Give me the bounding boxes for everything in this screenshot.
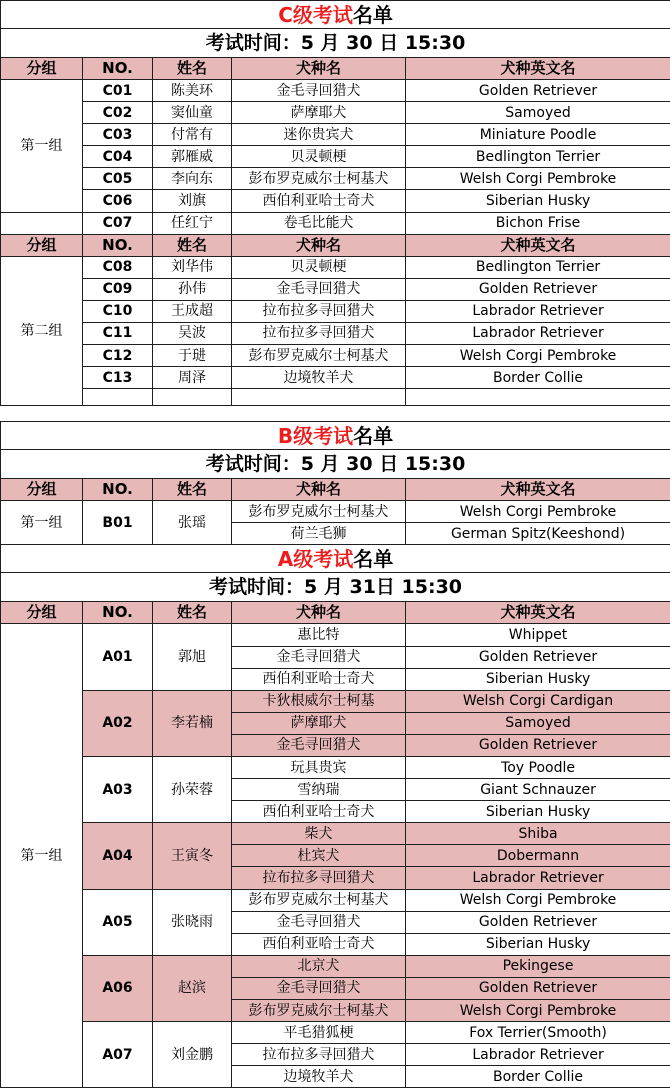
entry-no: A07 [83, 1022, 153, 1088]
breed-cn: 惠比特 [232, 624, 406, 646]
table-row [1, 102, 670, 124]
header-breed-cn: 犬种名 [232, 602, 406, 624]
handler-name: 郭旭 [153, 624, 232, 690]
entry-no: A04 [83, 823, 153, 889]
group-label: 第一组 [1, 501, 83, 545]
breed-en: Golden Retriever [406, 278, 670, 300]
breed-en: Dobermann [406, 845, 670, 867]
handler-name: 陈美环 [153, 80, 232, 102]
breed-en: Toy Poodle [406, 756, 670, 778]
handler-name: 李若楠 [153, 690, 232, 756]
breed-en: Whippet [406, 624, 670, 646]
entry-no: C09 [83, 278, 153, 300]
entry-no: C06 [83, 190, 153, 212]
entry-no: A02 [83, 690, 153, 756]
table-row [1, 256, 670, 278]
breed-en: Golden Retriever [406, 977, 670, 999]
header-no: NO. [83, 479, 153, 501]
entry-no: C13 [83, 367, 153, 389]
header-breed-en: 犬种英文名 [406, 58, 670, 80]
handler-name: 刘金鹏 [153, 1022, 232, 1088]
header-name: 姓名 [153, 602, 232, 624]
section-title-suffix: 名单 [353, 423, 394, 448]
exam-time: 考试时间：5 月 30 日 15:30 [1, 29, 670, 58]
breed-cn: 彭布罗克威尔士柯基犬 [232, 345, 406, 367]
entry-no: C11 [83, 322, 153, 344]
breed-cn: 卷毛比能犬 [232, 212, 406, 234]
breed-cn: 拉布拉多寻回猎犬 [232, 300, 406, 322]
exam-time-row [1, 573, 670, 602]
column-header-row [1, 479, 670, 501]
breed-en: Golden Retriever [406, 911, 670, 933]
handler-name: 窦仙童 [153, 102, 232, 124]
table-row [1, 823, 670, 845]
breed-en: Siberian Husky [406, 801, 670, 823]
entry-no: A01 [83, 624, 153, 690]
column-header-row [1, 602, 670, 624]
entry-no: C01 [83, 80, 153, 102]
breed-cn: 金毛寻回猎犬 [232, 278, 406, 300]
breed-en: Pekingese [406, 955, 670, 977]
entry-no: C05 [83, 168, 153, 190]
column-header-row [1, 234, 670, 256]
empty-cell [232, 389, 406, 406]
table-row [1, 322, 670, 344]
breed-en: Siberian Husky [406, 668, 670, 690]
section-spacer [1, 406, 670, 422]
entry-no: A06 [83, 955, 153, 1021]
table-row [1, 345, 670, 367]
handler-name: 孙荣蓉 [153, 756, 232, 822]
breed-en: Golden Retriever [406, 734, 670, 756]
handler-name: 赵滨 [153, 955, 232, 1021]
entry-no: A03 [83, 756, 153, 822]
header-no: NO. [83, 234, 153, 256]
handler-name: 张晓雨 [153, 889, 232, 955]
breed-en: Welsh Corgi Pembroke [406, 168, 670, 190]
breed-en: Giant Schnauzer [406, 779, 670, 801]
breed-cn: 西伯利亚哈士奇犬 [232, 190, 406, 212]
header-no: NO. [83, 58, 153, 80]
table-row [1, 278, 670, 300]
breed-cn: 拉布拉多寻回猎犬 [232, 322, 406, 344]
breed-cn: 西伯利亚哈士奇犬 [232, 801, 406, 823]
header-name: 姓名 [153, 58, 232, 80]
table-row [1, 146, 670, 168]
group-label [1, 212, 83, 234]
breed-cn: 柴犬 [232, 823, 406, 845]
breed-en: Bedlington Terrier [406, 146, 670, 168]
breed-en: Labrador Retriever [406, 300, 670, 322]
table-row [1, 190, 670, 212]
breed-en: Border Collie [406, 367, 670, 389]
table-row [1, 124, 670, 146]
breed-cn: 萨摩耶犬 [232, 712, 406, 734]
breed-en: Golden Retriever [406, 80, 670, 102]
handler-name: 李向东 [153, 168, 232, 190]
header-breed-en: 犬种英文名 [406, 479, 670, 501]
breed-cn: 金毛寻回猎犬 [232, 646, 406, 668]
breed-cn: 迷你贵宾犬 [232, 124, 406, 146]
breed-en: Golden Retriever [406, 646, 670, 668]
exam-time-row [1, 29, 670, 58]
breed-en: Siberian Husky [406, 190, 670, 212]
breed-en: Bichon Frise [406, 212, 670, 234]
group-label: 第一组 [1, 80, 83, 213]
exam-time: 考试时间：5 月 30 日 15:30 [1, 450, 670, 479]
section-title [1, 545, 670, 573]
entry-no: C03 [83, 124, 153, 146]
section-title-row [1, 1, 670, 29]
table-row [1, 690, 670, 712]
breed-en: Welsh Corgi Pembroke [406, 889, 670, 911]
breed-en: Welsh Corgi Pembroke [406, 345, 670, 367]
header-group: 分组 [1, 234, 83, 256]
header-breed-en: 犬种英文名 [406, 602, 670, 624]
handler-name: 王寅冬 [153, 823, 232, 889]
handler-name: 张瑶 [153, 501, 232, 545]
table-row [1, 955, 670, 977]
breed-en: Shiba [406, 823, 670, 845]
column-header-row [1, 58, 670, 80]
table-row [1, 501, 670, 523]
breed-en: Labrador Retriever [406, 322, 670, 344]
empty-cell [83, 389, 153, 406]
breed-en: Samoyed [406, 102, 670, 124]
table-row [1, 624, 670, 646]
exam-time: 考试时间：5 月 31日 15:30 [1, 573, 670, 602]
section-title-level: A级考试 [277, 546, 354, 571]
header-breed-cn: 犬种名 [232, 234, 406, 256]
section-title-row [1, 545, 670, 573]
breed-en: Fox Terrier(Smooth) [406, 1022, 670, 1044]
handler-name: 周泽 [153, 367, 232, 389]
breed-en: Siberian Husky [406, 933, 670, 955]
breed-en: Samoyed [406, 712, 670, 734]
breed-cn: 拉布拉多寻回猎犬 [232, 1044, 406, 1066]
breed-cn: 贝灵顿梗 [232, 146, 406, 168]
section-title-level: C级考试 [278, 2, 353, 27]
handler-name: 王成超 [153, 300, 232, 322]
breed-cn: 金毛寻回猎犬 [232, 734, 406, 756]
breed-cn: 玩具贵宾 [232, 756, 406, 778]
section-title [1, 1, 670, 29]
breed-en: Labrador Retriever [406, 1044, 670, 1066]
entry-no: C10 [83, 300, 153, 322]
header-name: 姓名 [153, 234, 232, 256]
breed-cn: 北京犬 [232, 955, 406, 977]
breed-en: Labrador Retriever [406, 867, 670, 889]
empty-row [1, 389, 670, 406]
breed-cn: 彭布罗克威尔士柯基犬 [232, 889, 406, 911]
section-title-suffix: 名单 [353, 546, 394, 571]
breed-cn: 贝灵顿梗 [232, 256, 406, 278]
header-breed-cn: 犬种名 [232, 479, 406, 501]
empty-cell [406, 389, 670, 406]
handler-name: 刘旗 [153, 190, 232, 212]
breed-en: German Spitz(Keeshond) [406, 523, 670, 545]
breed-cn: 金毛寻回猎犬 [232, 911, 406, 933]
table-row [1, 168, 670, 190]
breed-cn: 彭布罗克威尔士柯基犬 [232, 1000, 406, 1022]
entry-no: C04 [83, 146, 153, 168]
table-row [1, 367, 670, 389]
header-breed-cn: 犬种名 [232, 58, 406, 80]
section-title-suffix: 名单 [352, 2, 393, 27]
header-group: 分组 [1, 602, 83, 624]
breed-en: Miniature Poodle [406, 124, 670, 146]
entry-no: B01 [83, 501, 153, 545]
breed-cn: 雪纳瑞 [232, 779, 406, 801]
entry-no: C08 [83, 256, 153, 278]
table-row [1, 1022, 670, 1044]
table-row [1, 756, 670, 778]
group-label: 第二组 [1, 256, 83, 406]
breed-en: Bedlington Terrier [406, 256, 670, 278]
handler-name: 孙伟 [153, 278, 232, 300]
breed-cn: 西伯利亚哈士奇犬 [232, 933, 406, 955]
table-row [1, 212, 670, 234]
section-title-level: B级考试 [277, 423, 354, 448]
handler-name: 刘华伟 [153, 256, 232, 278]
section-title [1, 422, 670, 450]
handler-name: 付常有 [153, 124, 232, 146]
breed-cn: 彭布罗克威尔士柯基犬 [232, 501, 406, 523]
table-row [1, 300, 670, 322]
header-group: 分组 [1, 479, 83, 501]
handler-name: 于琎 [153, 345, 232, 367]
empty-cell [153, 389, 232, 406]
entry-no: C02 [83, 102, 153, 124]
entry-no: C12 [83, 345, 153, 367]
header-no: NO. [83, 602, 153, 624]
table-row [1, 889, 670, 911]
breed-cn: 彭布罗克威尔士柯基犬 [232, 168, 406, 190]
breed-cn: 卡狄根威尔士柯基 [232, 690, 406, 712]
entry-no: C07 [83, 212, 153, 234]
entry-no: A05 [83, 889, 153, 955]
breed-en: Welsh Corgi Cardigan [406, 690, 670, 712]
breed-cn: 拉布拉多寻回猎犬 [232, 867, 406, 889]
group-label: 第一组 [1, 624, 83, 1088]
handler-name: 任红宁 [153, 212, 232, 234]
breed-cn: 西伯利亚哈士奇犬 [232, 668, 406, 690]
breed-cn: 平毛猎狐梗 [232, 1022, 406, 1044]
section-title-row [1, 422, 670, 450]
breed-en: Border Collie [406, 1066, 670, 1088]
breed-cn: 杜宾犬 [232, 845, 406, 867]
header-group: 分组 [1, 58, 83, 80]
breed-en: Welsh Corgi Pembroke [406, 501, 670, 523]
breed-cn: 萨摩耶犬 [232, 102, 406, 124]
breed-cn: 边境牧羊犬 [232, 1066, 406, 1088]
handler-name: 郭雁威 [153, 146, 232, 168]
spacer [1, 406, 670, 422]
table-row [1, 80, 670, 102]
handler-name: 吴波 [153, 322, 232, 344]
breed-cn: 荷兰毛狮 [232, 523, 406, 545]
breed-en: Welsh Corgi Pembroke [406, 1000, 670, 1022]
breed-cn: 边境牧羊犬 [232, 367, 406, 389]
header-breed-en: 犬种英文名 [406, 234, 670, 256]
exam-time-row [1, 450, 670, 479]
breed-cn: 金毛寻回猎犬 [232, 80, 406, 102]
header-name: 姓名 [153, 479, 232, 501]
breed-cn: 金毛寻回猎犬 [232, 977, 406, 999]
